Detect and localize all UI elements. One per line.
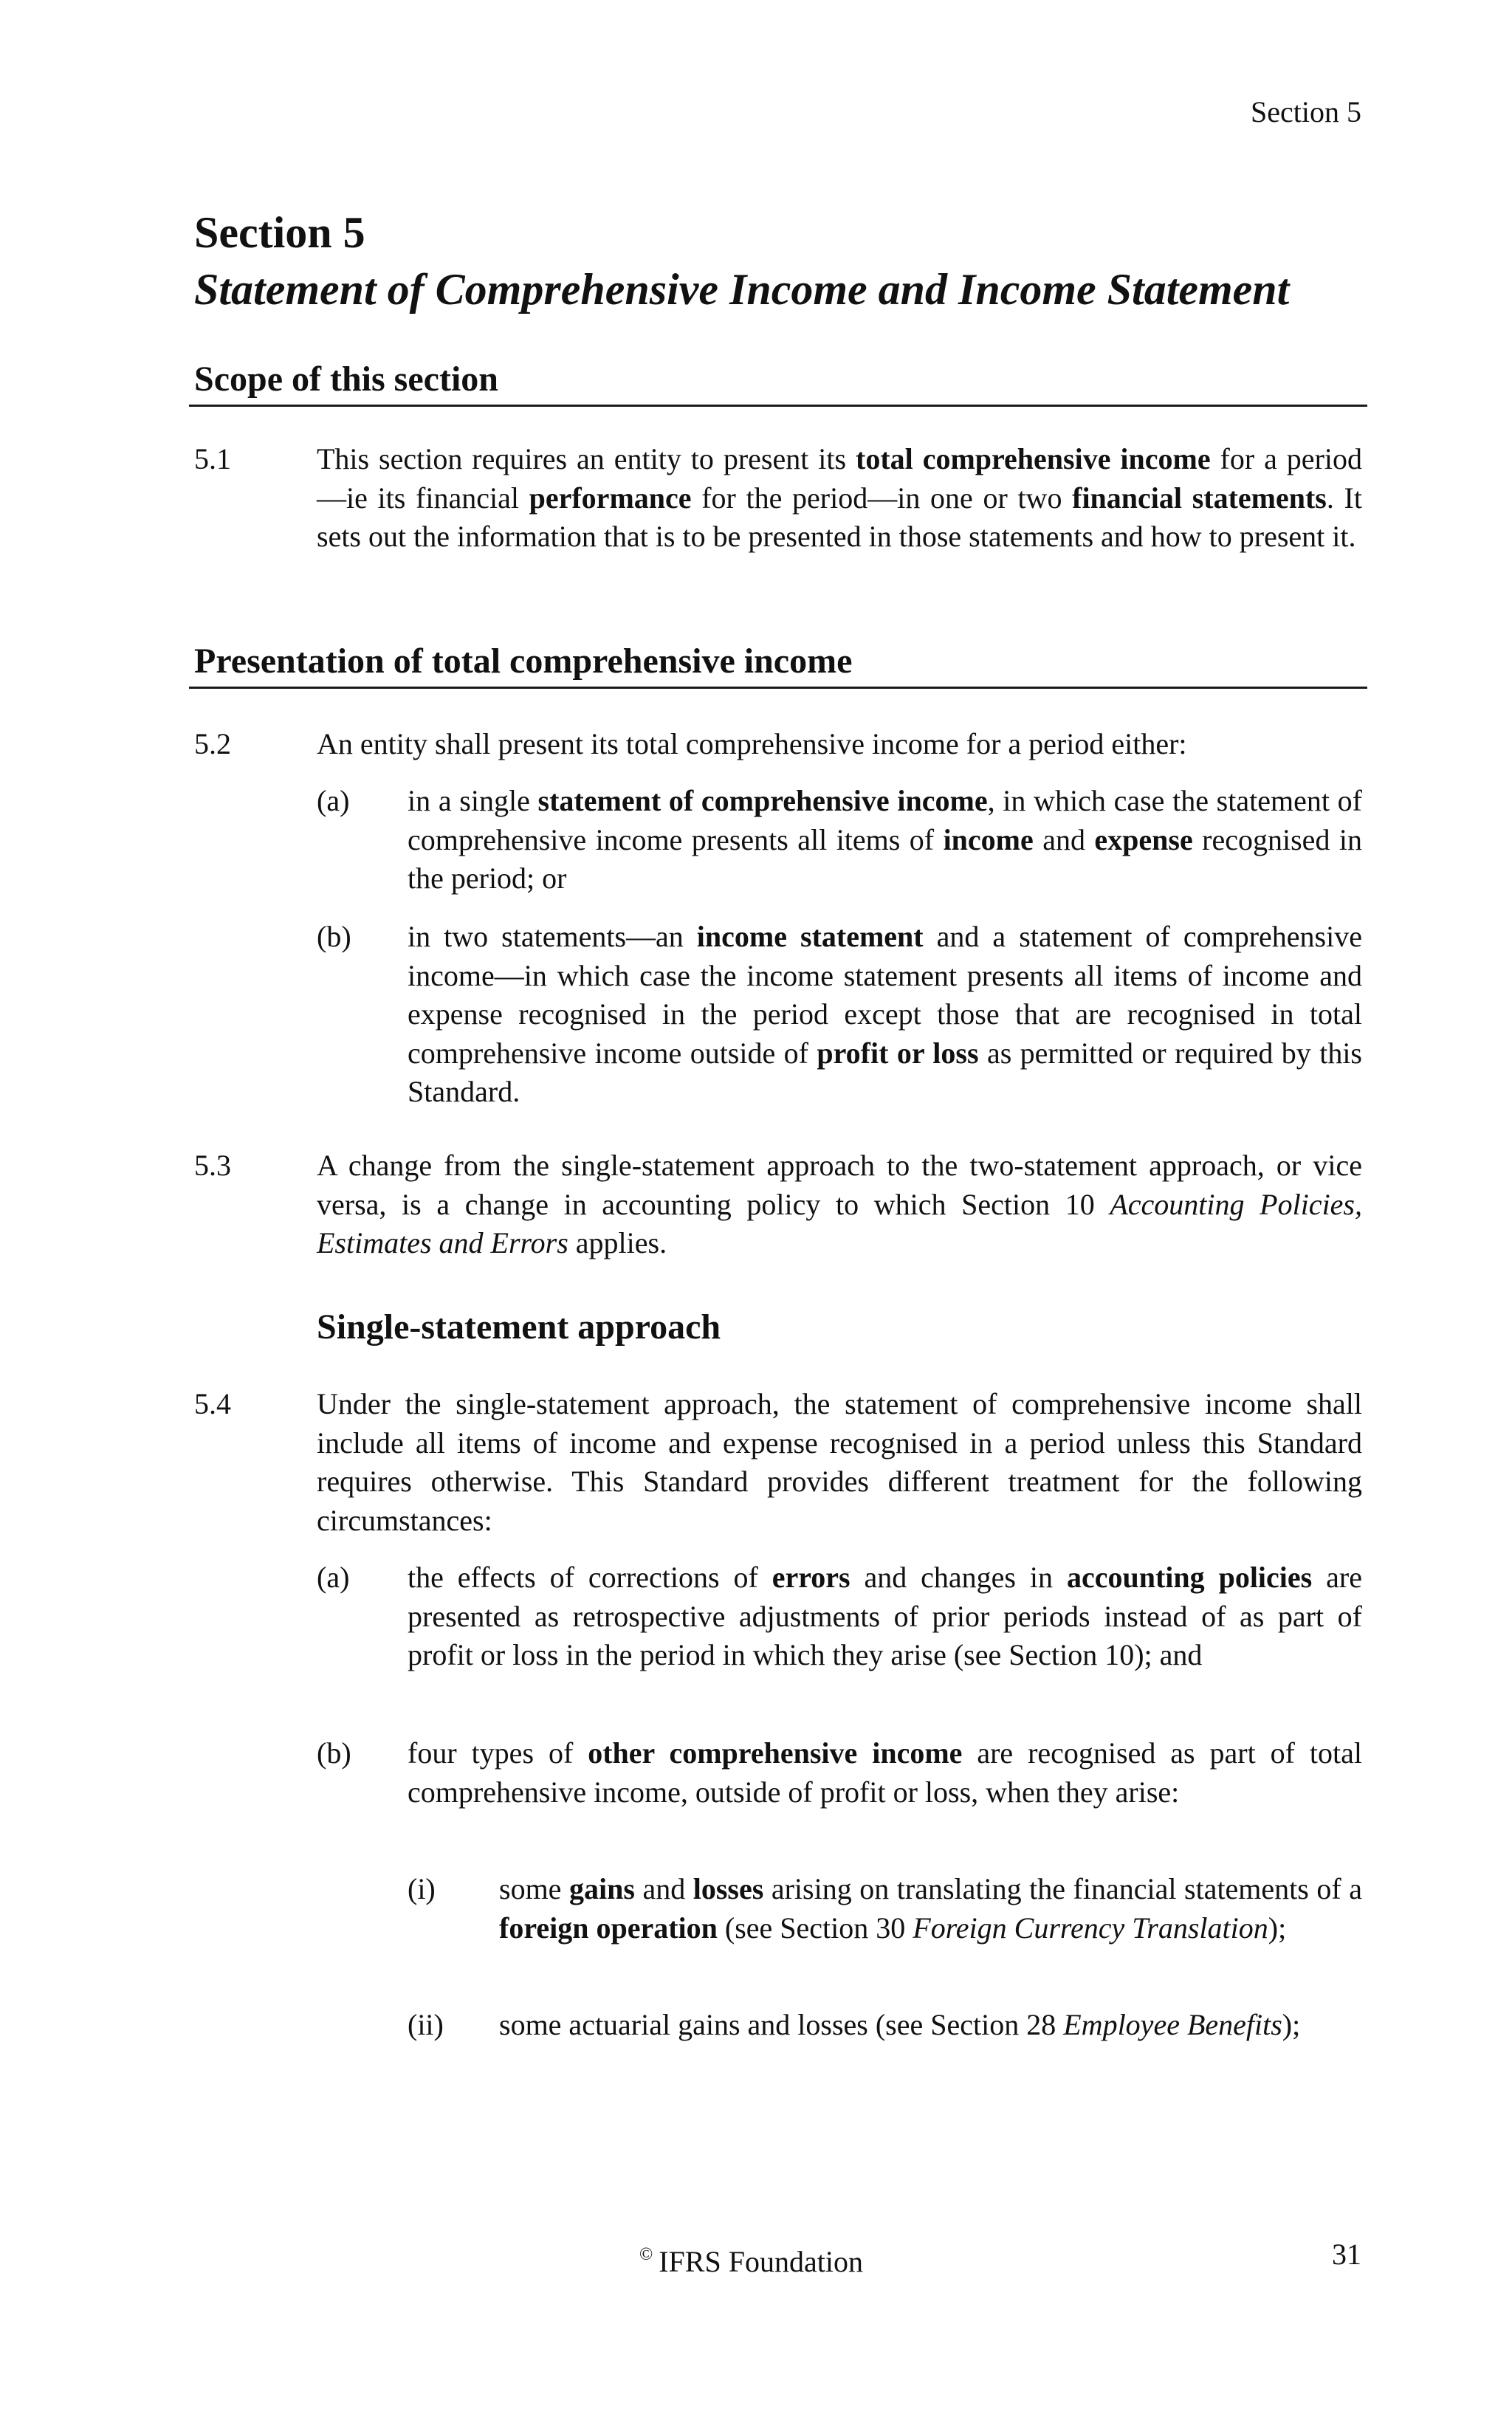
page-number: 31 [1332, 2238, 1361, 2271]
heading-rule [189, 687, 1367, 689]
text-run: recognised in the period; or [408, 822, 1362, 895]
standard-title: Accounting Policies, Estimates and Errors [317, 1187, 1362, 1259]
text-run: some [499, 1872, 569, 1905]
paragraph-number: 5.3 [194, 1149, 231, 1182]
paragraph-5-3 [317, 1146, 1362, 1263]
text-run: for a period—ie its financial [317, 442, 1362, 515]
paragraph-number: 5.1 [194, 442, 231, 475]
defined-term: income [943, 822, 1034, 856]
list-item-5-4-a [408, 1558, 1362, 1675]
list-label: (b) [317, 920, 351, 953]
text-run: the effects of corrections of [408, 1561, 772, 1594]
text-run: ); [1268, 1911, 1287, 1945]
defined-term: expense [1094, 822, 1193, 856]
list-label: (b) [317, 1736, 351, 1770]
copyright-text: IFRS Foundation [659, 2245, 863, 2278]
list-item-5-2-a [408, 782, 1362, 898]
section-subtitle: Statement of Comprehensive Income and Income Statement [194, 265, 1290, 314]
standard-title: Foreign Currency Translation [913, 1911, 1268, 1945]
text-run: for the period—in one or two [691, 481, 1073, 515]
text-run: (see Section 30 [717, 1911, 913, 1945]
defined-term: financial statements [1072, 481, 1327, 515]
text-run: applies. [568, 1226, 667, 1259]
footer-copyright [639, 2235, 863, 2281]
text-run: and changes in [850, 1561, 1067, 1594]
paragraph-5-1 [317, 440, 1362, 557]
text-run: some actuarial gains and losses (see Section 28 [499, 2008, 1064, 2041]
list-label: (i) [408, 1872, 436, 1905]
text-run: four types of [408, 1736, 588, 1770]
list-item-5-2-b [408, 918, 1362, 1112]
subheading-single-statement: Single-statement approach [317, 1307, 721, 1347]
copyright-symbol: © [639, 2245, 653, 2264]
defined-term: gains [568, 1872, 635, 1905]
paragraph-5-4: Under the single-statement approach, the statement of comprehensive income shall include all items of income and expense recognised in a period unless this Standard requires otherwise. This Standard provides different treatment for the following circumstances: [317, 1387, 1362, 1537]
text-run: , in which case the statement of comprehensive income presents all items of [408, 784, 1362, 856]
defined-term: performance [529, 481, 692, 515]
text-run: and a statement of comprehensive income—in which case the income statement presents all items of income and expense recognised in the period except those that are recognised in total comprehensive income outside of [408, 920, 1362, 1070]
text-run: arising on translating the financial statements of a [763, 1872, 1362, 1905]
text-run: and [1033, 822, 1095, 856]
list-label: (ii) [408, 2008, 444, 2041]
defined-term: accounting policies [1066, 1561, 1313, 1594]
list-item-5-4-b [408, 1734, 1362, 1812]
defined-term: losses [693, 1872, 764, 1905]
text-run: A change from the single-statement approach to the two-statement approach, or vice versa, is a change in accounting policy to which Section 10 [317, 1149, 1362, 1221]
defined-term: total comprehensive income [856, 442, 1211, 475]
heading-presentation: Presentation of total comprehensive income [194, 642, 853, 681]
list-item-5-4-b-i [499, 1870, 1362, 1947]
text-run: . It sets out the information that is to be presented in those statements and how to present it. [317, 481, 1362, 553]
defined-term: profit or loss [817, 1036, 979, 1070]
defined-term: foreign operation [499, 1911, 718, 1945]
text-run: are presented as retrospective adjustments of prior periods instead of as part of profit or loss in the period in which they arise (see Section 10); and [408, 1561, 1363, 1671]
text-run: in two statements—an [408, 920, 697, 953]
paragraph-number: 5.4 [194, 1387, 231, 1420]
text-run: This section requires an entity to present its [317, 442, 856, 475]
defined-term: income statement [696, 920, 924, 953]
list-item-5-4-b-ii [499, 2006, 1362, 2045]
standard-title: Employee Benefits [1063, 2008, 1282, 2041]
paragraph-5-2: An entity shall present its total comprehensive income for a period either: [317, 727, 1187, 760]
section-title: Section 5 [194, 208, 365, 257]
text-run: ); [1282, 2008, 1301, 2041]
heading-rule [189, 405, 1367, 407]
text-run: in a single [408, 784, 538, 817]
paragraph-number: 5.2 [194, 727, 231, 760]
defined-term: other comprehensive income [588, 1736, 963, 1770]
defined-term: errors [772, 1561, 850, 1594]
text-run: are recognised as part of total comprehensive income, outside of profit or loss, when they arise: [408, 1736, 1363, 1809]
list-label: (a) [317, 1561, 350, 1594]
text-run: and [634, 1872, 693, 1905]
defined-term: statement of comprehensive income [537, 784, 988, 817]
running-head: Section 5 [1251, 95, 1361, 128]
heading-scope: Scope of this section [194, 360, 498, 399]
text-run: as permitted or required by this Standard. [408, 1036, 1362, 1108]
list-label: (a) [317, 784, 350, 817]
